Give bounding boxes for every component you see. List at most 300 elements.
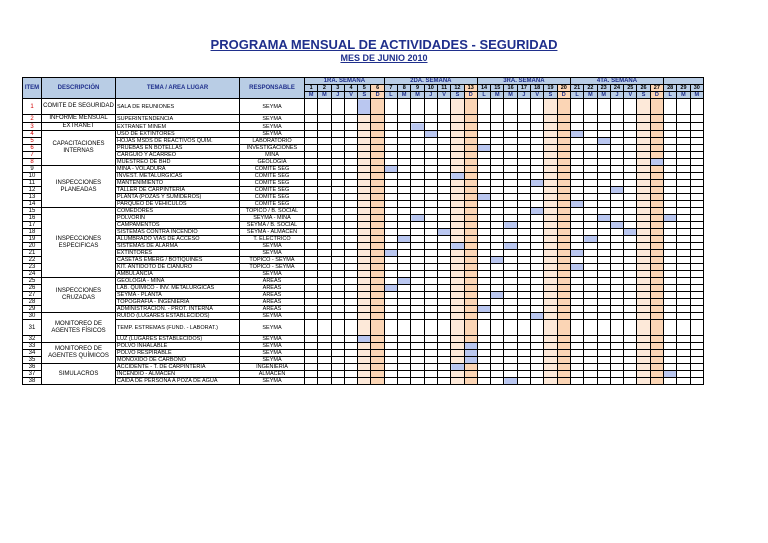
activity-row bbox=[23, 320, 704, 336]
day-cell bbox=[610, 271, 623, 278]
day-cell bbox=[597, 364, 610, 371]
day-cell bbox=[610, 343, 623, 350]
day-cell bbox=[624, 131, 637, 138]
day-cell bbox=[491, 115, 504, 123]
day-cell bbox=[544, 194, 557, 201]
day-cell bbox=[331, 131, 344, 138]
item-number: 30 bbox=[23, 313, 42, 320]
responsible: LABORATORIO bbox=[240, 138, 305, 145]
day-cell bbox=[491, 222, 504, 229]
responsible: COMITÉ SEG bbox=[240, 166, 305, 173]
item-number: 15 bbox=[23, 208, 42, 215]
day-cell bbox=[384, 243, 397, 250]
day-cell bbox=[398, 201, 411, 208]
day-cell bbox=[437, 306, 450, 313]
day-cell bbox=[344, 350, 357, 357]
day-cell bbox=[437, 208, 450, 215]
day-cell bbox=[424, 292, 437, 299]
day-cell bbox=[531, 152, 544, 159]
day-cell bbox=[664, 278, 677, 285]
day-cell bbox=[597, 194, 610, 201]
day-cell bbox=[557, 364, 570, 371]
scheduled-activity-cell bbox=[491, 257, 504, 264]
day-letter: S bbox=[451, 92, 464, 99]
day-cell bbox=[624, 201, 637, 208]
day-cell bbox=[437, 201, 450, 208]
day-cell bbox=[384, 320, 397, 336]
area-location: CAMPAMENTOS bbox=[116, 222, 240, 229]
day-cell bbox=[597, 292, 610, 299]
day-cell bbox=[424, 257, 437, 264]
day-cell bbox=[557, 194, 570, 201]
day-cell bbox=[424, 222, 437, 229]
day-cell bbox=[491, 215, 504, 222]
day-cell bbox=[637, 123, 650, 131]
day-cell bbox=[464, 320, 477, 336]
day-cell bbox=[570, 271, 583, 278]
day-cell bbox=[690, 201, 703, 208]
day-cell bbox=[344, 364, 357, 371]
day-cell bbox=[597, 378, 610, 385]
day-cell bbox=[531, 159, 544, 166]
day-cell bbox=[531, 271, 544, 278]
day-cell bbox=[677, 152, 690, 159]
day-cell bbox=[664, 313, 677, 320]
day-cell bbox=[557, 285, 570, 292]
activities-table bbox=[22, 77, 704, 385]
day-cell bbox=[664, 243, 677, 250]
day-cell bbox=[650, 145, 663, 152]
activity-row bbox=[23, 271, 704, 278]
day-cell bbox=[690, 236, 703, 243]
day-cell bbox=[690, 350, 703, 357]
day-cell bbox=[610, 180, 623, 187]
day-cell bbox=[584, 115, 597, 123]
day-cell bbox=[318, 115, 331, 123]
day-cell bbox=[531, 215, 544, 222]
day-cell bbox=[517, 320, 530, 336]
day-cell bbox=[504, 215, 517, 222]
day-cell bbox=[371, 250, 384, 257]
day-cell bbox=[624, 123, 637, 131]
day-cell bbox=[531, 364, 544, 371]
day-cell bbox=[504, 115, 517, 123]
day-cell bbox=[318, 343, 331, 350]
day-cell bbox=[584, 336, 597, 343]
responsible: SEYMA bbox=[240, 243, 305, 250]
day-cell bbox=[584, 159, 597, 166]
day-cell bbox=[584, 215, 597, 222]
day-cell bbox=[570, 215, 583, 222]
day-cell bbox=[344, 138, 357, 145]
scheduled-activity-cell bbox=[358, 336, 371, 343]
item-number: 35 bbox=[23, 357, 42, 364]
day-cell bbox=[411, 194, 424, 201]
item-number: 12 bbox=[23, 187, 42, 194]
day-cell bbox=[624, 115, 637, 123]
day-cell bbox=[344, 99, 357, 115]
day-cell bbox=[531, 320, 544, 336]
day-cell bbox=[610, 371, 623, 378]
day-letter: J bbox=[517, 92, 530, 99]
day-cell bbox=[584, 378, 597, 385]
day-cell bbox=[664, 194, 677, 201]
day-cell bbox=[597, 350, 610, 357]
day-cell bbox=[331, 194, 344, 201]
day-cell bbox=[557, 250, 570, 257]
day-cell bbox=[690, 364, 703, 371]
area-location: CASETAS EMERG / BOTIQUINES bbox=[116, 257, 240, 264]
day-cell bbox=[424, 243, 437, 250]
day-cell bbox=[517, 250, 530, 257]
day-cell bbox=[610, 115, 623, 123]
day-cell bbox=[650, 336, 663, 343]
day-letter: S bbox=[358, 92, 371, 99]
item-number: 14 bbox=[23, 201, 42, 208]
day-cell bbox=[491, 299, 504, 306]
activity-row bbox=[23, 99, 704, 115]
day-cell bbox=[411, 229, 424, 236]
item-number: 19 bbox=[23, 236, 42, 243]
day-cell bbox=[477, 173, 490, 180]
day-cell bbox=[557, 371, 570, 378]
day-cell bbox=[504, 208, 517, 215]
day-cell bbox=[531, 131, 544, 138]
day-cell bbox=[677, 131, 690, 138]
day-cell bbox=[690, 173, 703, 180]
day-cell bbox=[477, 285, 490, 292]
day-cell bbox=[677, 222, 690, 229]
day-cell bbox=[398, 187, 411, 194]
day-cell bbox=[570, 208, 583, 215]
day-cell bbox=[690, 250, 703, 257]
day-cell bbox=[557, 138, 570, 145]
day-cell bbox=[544, 138, 557, 145]
day-cell bbox=[358, 378, 371, 385]
day-cell bbox=[358, 299, 371, 306]
day-cell bbox=[557, 343, 570, 350]
day-cell bbox=[344, 152, 357, 159]
day-cell bbox=[411, 285, 424, 292]
item-number: 5 bbox=[23, 138, 42, 145]
activity-description: INFORME MENSUAL bbox=[42, 115, 116, 123]
week-header-blank bbox=[664, 78, 704, 85]
day-cell bbox=[570, 306, 583, 313]
day-cell bbox=[624, 180, 637, 187]
day-cell bbox=[597, 180, 610, 187]
day-cell bbox=[398, 152, 411, 159]
day-cell bbox=[384, 138, 397, 145]
day-cell bbox=[517, 306, 530, 313]
day-cell bbox=[570, 313, 583, 320]
day-cell bbox=[318, 271, 331, 278]
day-cell bbox=[384, 215, 397, 222]
day-cell bbox=[570, 229, 583, 236]
scheduled-activity-cell bbox=[477, 306, 490, 313]
day-number: 15 bbox=[491, 85, 504, 92]
day-cell bbox=[437, 343, 450, 350]
day-cell bbox=[464, 257, 477, 264]
day-cell bbox=[544, 357, 557, 364]
day-cell bbox=[398, 313, 411, 320]
day-cell bbox=[464, 222, 477, 229]
activity-row bbox=[23, 173, 704, 180]
day-cell bbox=[331, 336, 344, 343]
day-cell bbox=[597, 257, 610, 264]
day-cell bbox=[637, 145, 650, 152]
day-cell bbox=[531, 229, 544, 236]
day-cell bbox=[344, 264, 357, 271]
area-location: CARGUIO Y ACARREO bbox=[116, 152, 240, 159]
day-cell bbox=[464, 180, 477, 187]
day-cell bbox=[544, 229, 557, 236]
day-cell bbox=[584, 306, 597, 313]
day-cell bbox=[331, 236, 344, 243]
day-cell bbox=[424, 215, 437, 222]
day-cell bbox=[331, 350, 344, 357]
item-number: 24 bbox=[23, 271, 42, 278]
day-cell bbox=[597, 201, 610, 208]
day-cell bbox=[464, 99, 477, 115]
day-cell bbox=[398, 159, 411, 166]
day-cell bbox=[570, 180, 583, 187]
day-cell bbox=[584, 180, 597, 187]
day-cell bbox=[664, 145, 677, 152]
day-cell bbox=[371, 138, 384, 145]
day-cell bbox=[664, 271, 677, 278]
day-cell bbox=[451, 123, 464, 131]
day-cell bbox=[411, 299, 424, 306]
day-cell bbox=[584, 138, 597, 145]
area-location: EXTRANET MINEM bbox=[116, 123, 240, 131]
scheduled-activity-cell bbox=[664, 371, 677, 378]
day-cell bbox=[464, 115, 477, 123]
day-cell bbox=[451, 180, 464, 187]
day-cell bbox=[451, 159, 464, 166]
day-cell bbox=[344, 145, 357, 152]
item-number: 33 bbox=[23, 343, 42, 350]
scheduled-activity-cell bbox=[477, 194, 490, 201]
day-cell bbox=[531, 343, 544, 350]
day-cell bbox=[504, 306, 517, 313]
day-cell bbox=[690, 320, 703, 336]
day-cell bbox=[664, 292, 677, 299]
day-cell bbox=[331, 285, 344, 292]
day-cell bbox=[358, 364, 371, 371]
scheduled-activity-cell bbox=[384, 250, 397, 257]
item-number: 17 bbox=[23, 222, 42, 229]
day-cell bbox=[477, 250, 490, 257]
day-cell bbox=[690, 371, 703, 378]
day-cell bbox=[531, 285, 544, 292]
day-cell bbox=[597, 299, 610, 306]
item-number: 27 bbox=[23, 292, 42, 299]
day-cell bbox=[451, 99, 464, 115]
day-cell bbox=[424, 194, 437, 201]
day-cell bbox=[570, 292, 583, 299]
day-cell bbox=[331, 313, 344, 320]
day-cell bbox=[398, 371, 411, 378]
day-cell bbox=[624, 292, 637, 299]
day-cell bbox=[451, 250, 464, 257]
activity-row bbox=[23, 292, 704, 299]
day-cell bbox=[464, 364, 477, 371]
day-cell bbox=[597, 152, 610, 159]
scheduled-activity-cell bbox=[437, 229, 450, 236]
day-cell bbox=[504, 357, 517, 364]
day-cell bbox=[650, 278, 663, 285]
day-cell bbox=[331, 292, 344, 299]
day-cell bbox=[637, 313, 650, 320]
day-cell bbox=[464, 229, 477, 236]
day-cell bbox=[331, 364, 344, 371]
day-cell bbox=[464, 123, 477, 131]
day-cell bbox=[424, 250, 437, 257]
day-cell bbox=[331, 99, 344, 115]
day-cell bbox=[637, 306, 650, 313]
day-cell bbox=[677, 257, 690, 264]
day-cell bbox=[570, 243, 583, 250]
day-cell bbox=[424, 201, 437, 208]
area-location: PRUEBAS EN BOTELLAS bbox=[116, 145, 240, 152]
activity-row bbox=[23, 222, 704, 229]
day-number: 28 bbox=[664, 85, 677, 92]
day-cell bbox=[451, 343, 464, 350]
activity-row bbox=[23, 123, 704, 131]
day-cell bbox=[451, 145, 464, 152]
day-cell bbox=[305, 187, 318, 194]
day-cell bbox=[344, 378, 357, 385]
day-cell bbox=[690, 194, 703, 201]
day-cell bbox=[624, 343, 637, 350]
day-number: 14 bbox=[477, 85, 490, 92]
day-cell bbox=[398, 180, 411, 187]
area-location: POLVO INHALABLE bbox=[116, 343, 240, 350]
day-cell bbox=[517, 343, 530, 350]
day-cell bbox=[584, 257, 597, 264]
day-cell bbox=[637, 194, 650, 201]
day-cell bbox=[331, 201, 344, 208]
day-cell bbox=[610, 243, 623, 250]
day-cell bbox=[398, 336, 411, 343]
area-location: MINA - VOLADURA bbox=[116, 166, 240, 173]
day-cell bbox=[344, 243, 357, 250]
day-cell bbox=[597, 264, 610, 271]
day-cell bbox=[557, 378, 570, 385]
day-cell bbox=[384, 343, 397, 350]
day-cell bbox=[597, 229, 610, 236]
scheduled-activity-cell bbox=[491, 292, 504, 299]
day-cell bbox=[451, 229, 464, 236]
day-cell bbox=[664, 173, 677, 180]
day-cell bbox=[384, 278, 397, 285]
activity-description: SIMULACROS bbox=[42, 364, 116, 385]
day-cell bbox=[544, 350, 557, 357]
day-letter: M bbox=[491, 92, 504, 99]
day-cell bbox=[398, 343, 411, 350]
day-number: 8 bbox=[398, 85, 411, 92]
day-cell bbox=[451, 201, 464, 208]
activity-row bbox=[23, 371, 704, 378]
day-cell bbox=[517, 378, 530, 385]
day-cell bbox=[358, 215, 371, 222]
day-cell bbox=[677, 243, 690, 250]
day-cell bbox=[344, 215, 357, 222]
day-cell bbox=[384, 264, 397, 271]
day-cell bbox=[318, 152, 331, 159]
day-number: 11 bbox=[437, 85, 450, 92]
day-cell bbox=[411, 187, 424, 194]
day-cell bbox=[650, 264, 663, 271]
day-cell bbox=[544, 320, 557, 336]
day-cell bbox=[584, 313, 597, 320]
day-cell bbox=[504, 229, 517, 236]
day-cell bbox=[371, 173, 384, 180]
day-cell bbox=[570, 378, 583, 385]
day-cell bbox=[384, 292, 397, 299]
day-cell bbox=[624, 306, 637, 313]
item-number: 31 bbox=[23, 320, 42, 336]
day-cell bbox=[358, 320, 371, 336]
activity-row bbox=[23, 350, 704, 357]
day-cell bbox=[557, 243, 570, 250]
day-cell bbox=[371, 236, 384, 243]
day-cell bbox=[344, 336, 357, 343]
day-cell bbox=[517, 371, 530, 378]
day-cell bbox=[305, 201, 318, 208]
day-cell bbox=[411, 336, 424, 343]
day-cell bbox=[477, 292, 490, 299]
day-cell bbox=[477, 364, 490, 371]
day-cell bbox=[371, 222, 384, 229]
responsible: SEYMA bbox=[240, 343, 305, 350]
day-cell bbox=[305, 299, 318, 306]
day-cell bbox=[398, 250, 411, 257]
day-cell bbox=[624, 336, 637, 343]
day-cell bbox=[637, 278, 650, 285]
day-cell bbox=[437, 115, 450, 123]
day-cell bbox=[358, 250, 371, 257]
day-cell bbox=[305, 313, 318, 320]
day-cell bbox=[384, 180, 397, 187]
day-cell bbox=[477, 299, 490, 306]
day-cell bbox=[570, 145, 583, 152]
day-cell bbox=[531, 187, 544, 194]
day-cell bbox=[318, 350, 331, 357]
day-cell bbox=[584, 371, 597, 378]
day-cell bbox=[318, 336, 331, 343]
day-cell bbox=[424, 187, 437, 194]
day-cell bbox=[664, 350, 677, 357]
day-cell bbox=[371, 357, 384, 364]
day-cell bbox=[398, 138, 411, 145]
day-cell bbox=[318, 313, 331, 320]
day-cell bbox=[637, 215, 650, 222]
scheduled-activity-cell bbox=[610, 222, 623, 229]
day-number: 18 bbox=[531, 85, 544, 92]
day-cell bbox=[491, 99, 504, 115]
day-cell bbox=[464, 159, 477, 166]
day-cell bbox=[477, 180, 490, 187]
day-cell bbox=[424, 99, 437, 115]
day-number: 9 bbox=[411, 85, 424, 92]
day-cell bbox=[650, 271, 663, 278]
day-cell bbox=[358, 166, 371, 173]
day-cell bbox=[451, 357, 464, 364]
day-cell bbox=[584, 278, 597, 285]
day-cell bbox=[371, 180, 384, 187]
responsible: SEYMA bbox=[240, 131, 305, 138]
